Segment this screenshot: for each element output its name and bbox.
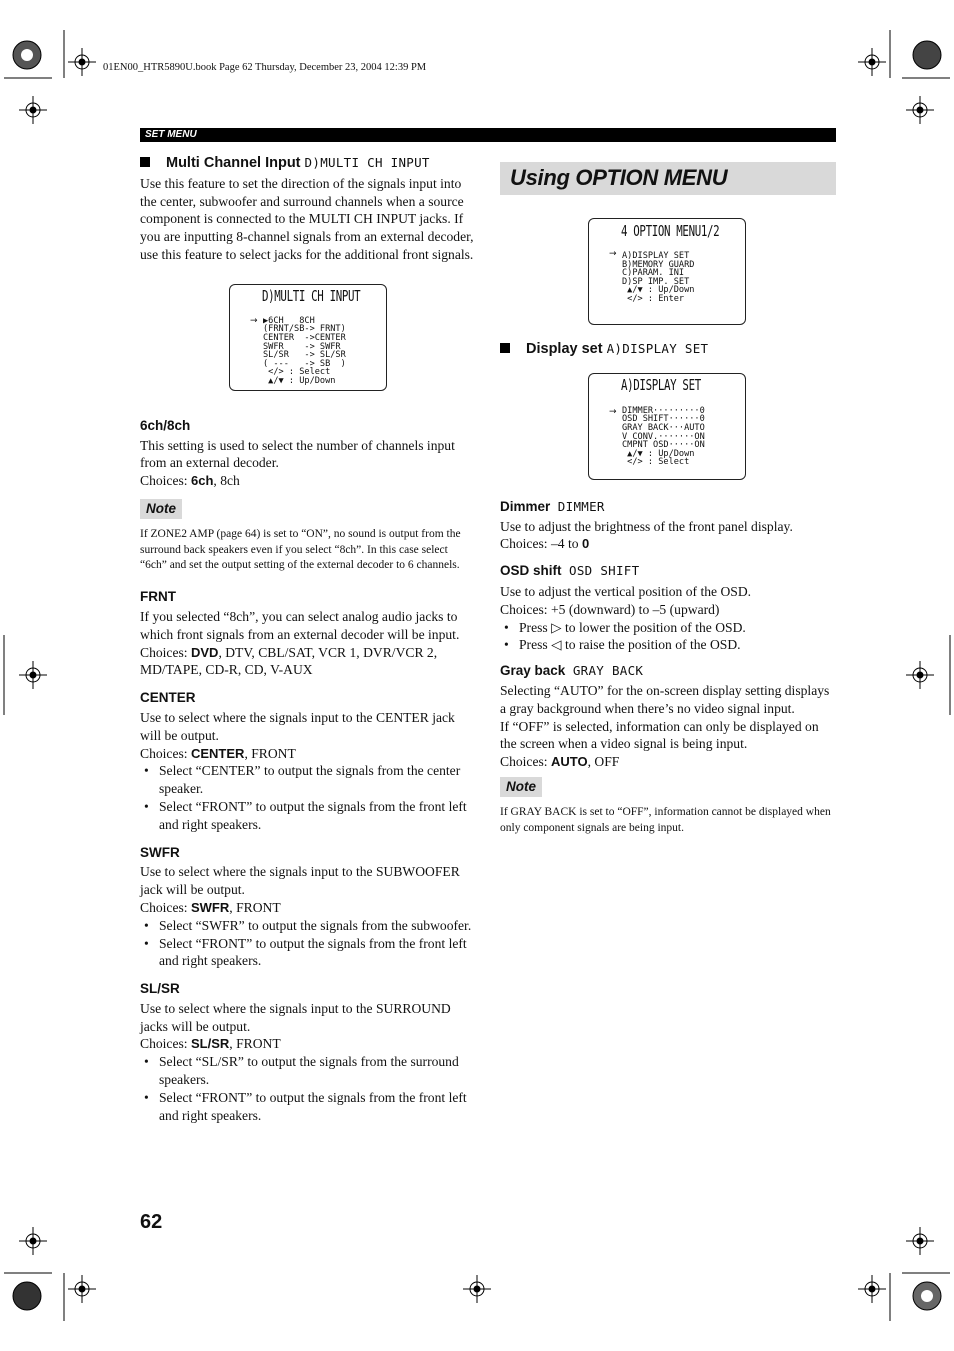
- left-column: [140, 154, 476, 1124]
- note-text: If GRAY BACK is set to “OFF”, information cannot be displayed when only component signals are being input.: [500, 805, 831, 834]
- osd-title: 4 OPTION MENU1/2: [621, 222, 720, 240]
- dimmer-choices: Choices: –4 to 0: [500, 536, 590, 552]
- osd-shift-choices: Choices: +5 (downward) to –5 (upward): [500, 601, 720, 617]
- osd-shift-subheading: OSD shift OSD SHIFT: [500, 563, 640, 579]
- center-choices: Choices: CENTER, FRONT: [140, 745, 296, 761]
- osd-multi-ch-input-screen: [229, 284, 387, 391]
- ch-subheading: 6ch/8ch: [140, 417, 191, 433]
- slsr-subheading: SL/SR: [140, 981, 180, 997]
- osd-option-menu-screen: [588, 218, 746, 325]
- swfr-text: Use to select where the signals input to the SUBWOOFER jack will be output.: [140, 864, 460, 898]
- osd-display-set-screen: [588, 373, 746, 480]
- gray-back-choices: Choices: AUTO, OFF: [500, 754, 620, 770]
- section-title-box: [500, 162, 836, 195]
- dimmer-text: Use to adjust the brightness of the front panel display.: [500, 518, 793, 534]
- osd-shift-text: Use to adjust the vertical position of the OSD.: [500, 583, 752, 599]
- gray-back-text-1: Selecting “AUTO” for the on-screen display setting displays a gray background when there’s no video signal input.: [500, 682, 830, 716]
- note-label: Note: [140, 499, 182, 519]
- cursor-arrow-icon: →: [609, 406, 617, 417]
- swfr-bullet-2: • Select “FRONT” to output the signals from the front left and right speakers.: [144, 935, 467, 969]
- slsr-choices: Choices: SL/SR, FRONT: [140, 1036, 281, 1052]
- osd-shift-bullet-1: • Press ▷ to lower the position of the OSD.: [504, 619, 746, 635]
- slsr-bullet-2: • Select “FRONT” to output the signals from the front left and right speakers.: [144, 1089, 467, 1123]
- book-header: 01EN00_HTR5890U.book Page 62 Thursday, December 23, 2004 12:39 PM: [103, 62, 427, 73]
- slsr-text: Use to select where the signals input to the SURROUND jacks will be output.: [140, 1000, 451, 1034]
- multi-channel-osd-label: D)MULTI CH INPUT: [304, 155, 430, 170]
- right-column: [500, 340, 836, 836]
- swfr-choices: Choices: SWFR, FRONT: [140, 899, 281, 915]
- osd-lines: ▶6CH 8CH (FRNT/SB-> FRNT) CENTER ->CENTER SWFR -> SWFR SL/SR -> SL/SR ( --- -> SB ) </> : Select ▲/▼ : Up/Down: [263, 315, 346, 386]
- dimmer-subheading: Dimmer DIMMER: [500, 498, 605, 514]
- ch-text: This setting is used to select the number of channels input from an external decoder.: [140, 437, 455, 471]
- center-bullet-2: • Select “FRONT” to output the signals from the front left and right speakers.: [144, 798, 467, 832]
- display-set-osd-label: A)DISPLAY SET: [606, 341, 709, 356]
- cursor-arrow-icon: →: [609, 249, 617, 259]
- osd-lines: DIMMER·········0 OSD SHIFT······0 GRAY BACK···AUTO V CONV.·······ON CMPNT OSD·····ON ▲/▼ : Up/Down </> : Select: [622, 405, 705, 468]
- multi-channel-intro: Use this feature to set the direction of the signals input into the center, subwoofer and surround channels when a source component is connected to the MULTI CH INPUT jacks. If you are inputting 8-channel signals from an external decoder, use this feature to select jacks for the additional front signals.: [140, 175, 474, 262]
- gray-back-subheading: Gray back GRAY BACK: [500, 663, 644, 679]
- center-subheading: CENTER: [140, 690, 196, 706]
- center-bullet-1: • Select “CENTER” to output the signals from the center speaker.: [144, 763, 461, 797]
- osd-shift-bullet-2: • Press ◁ to raise the position of the OSD.: [504, 637, 741, 653]
- swfr-bullet-1: • Select “SWFR” to output the signals from the subwoofer.: [144, 917, 472, 933]
- gray-back-text-2: If “OFF” is selected, information can only be displayed on the screen when a video signal is being input.: [500, 718, 819, 752]
- square-bullet-icon: [500, 343, 510, 353]
- right-triangle-icon: ▷: [551, 619, 562, 635]
- page-number: 62: [140, 1211, 163, 1233]
- frnt-text: If you selected “8ch”, you can select analog audio jacks to which front signals from an external decoder will be input.: [140, 608, 460, 642]
- osd-lines: A)DISPLAY SET B)MEMORY GUARD C)PARAM. INI D)SP IMP. SET ▲/▼ : Up/Down </> : Enter: [622, 251, 695, 304]
- osd-title: A)DISPLAY SET: [621, 375, 701, 394]
- note-text: If ZONE2 AMP (page 64) is set to “ON”, no sound is output from the surround back speakers even if you select “8ch”. In this case select “6ch” and set the output setting of the external decoder to 6 channels.: [140, 527, 461, 572]
- display-set-heading: Display set A)DISPLAY SET: [500, 340, 836, 359]
- osd-title: D)MULTI CH INPUT: [262, 286, 361, 305]
- frnt-choices: Choices: DVD, DTV, CBL/SAT, VCR 1, DVR/VCR 2, MD/TAPE, CD-R, CD, V-AUX: [140, 644, 438, 678]
- swfr-subheading: SWFR: [140, 844, 180, 860]
- section-title: Using OPTION MENU: [510, 165, 728, 190]
- slsr-bullet-1: • Select “SL/SR” to output the signals from the surround speakers.: [144, 1054, 459, 1088]
- frnt-subheading: FRNT: [140, 589, 176, 605]
- center-text: Use to select where the signals input to the CENTER jack will be output.: [140, 709, 455, 743]
- note-label: Note: [500, 777, 542, 797]
- cursor-arrow-icon: →: [250, 315, 258, 326]
- ch-choices: Choices: 6ch, 8ch: [140, 473, 240, 489]
- section-bar: [140, 128, 836, 142]
- square-bullet-icon: [140, 157, 150, 167]
- section-label: SET MENU: [145, 129, 197, 140]
- left-triangle-icon: ◁: [551, 637, 562, 653]
- multi-channel-heading: Multi Channel Input D)MULTI CH INPUT: [140, 154, 476, 173]
